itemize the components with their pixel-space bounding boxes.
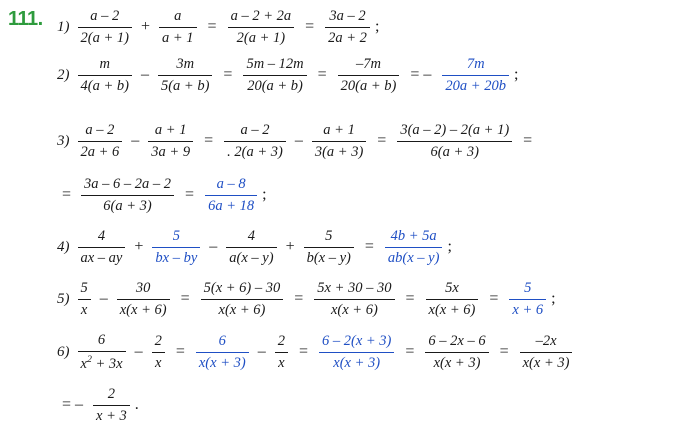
fraction-bar [442, 75, 509, 76]
operator: – [134, 343, 143, 361]
punctuation: ; [551, 290, 556, 308]
fraction-denominator: 3a + 9 [151, 143, 191, 160]
fraction-bar [314, 299, 394, 300]
operator: – [257, 343, 266, 361]
fraction-denominator: 2(a + 1) [80, 29, 129, 46]
equation-row [57, 332, 574, 372]
fraction-denominator: x + 6 [512, 301, 544, 318]
equals-sign: = [405, 343, 415, 361]
fraction-denominator: 4(a + b) [80, 77, 129, 94]
fraction-bar [304, 247, 354, 248]
fraction-denominator: ax – ay [80, 249, 123, 266]
fraction-bar [93, 405, 130, 406]
fraction-denominator: x(x + 6) [119, 301, 167, 318]
equals-sign: = [294, 290, 304, 308]
equation-row [57, 228, 452, 266]
fraction-numerator: 30 [135, 280, 151, 296]
operator: – [99, 290, 108, 308]
fraction-denominator: 3(a + 3) [314, 143, 364, 160]
fraction-bar [325, 27, 370, 28]
fraction-numerator: 2 [107, 386, 116, 402]
item-label: 1) [57, 18, 70, 35]
fraction-numerator: 5m – 12m [246, 56, 304, 72]
fraction-numerator: –7m [356, 56, 382, 72]
fraction-bar [243, 75, 306, 76]
equals-sign: = [204, 132, 214, 150]
equation-row [57, 8, 379, 46]
fraction [243, 56, 306, 94]
fraction-numerator: 5x [445, 280, 459, 296]
fraction-denominator: x(x + 6) [330, 301, 378, 318]
fraction-bar [78, 351, 126, 352]
fraction [385, 228, 443, 266]
fraction-bar [78, 75, 132, 76]
fraction-denominator: x(x + 3) [333, 354, 381, 371]
fraction-denominator: 2a + 6 [80, 143, 120, 160]
fraction [304, 228, 354, 266]
fraction [93, 386, 130, 424]
equals-sign: = [298, 343, 308, 361]
fraction [196, 333, 249, 371]
fraction-denominator: x(x + 6) [218, 301, 266, 318]
fraction-bar [509, 299, 546, 300]
equals-sign: = [499, 343, 509, 361]
punctuation: . [134, 396, 139, 414]
fraction-denominator: x(x + 3) [433, 354, 481, 371]
fraction-bar [78, 299, 91, 300]
fraction-denominator: bx – by [155, 249, 198, 266]
fraction-bar [312, 141, 366, 142]
fraction-denominator: x [278, 354, 285, 371]
fraction-numerator: –2x [535, 332, 557, 349]
fraction-denominator: 6a + 18 [208, 197, 255, 214]
item-label: 4) [57, 238, 70, 255]
fraction [520, 333, 573, 371]
fraction [397, 122, 512, 160]
fraction-denominator: b(x – y) [306, 249, 351, 266]
fraction-numerator: 2 [277, 332, 285, 349]
fraction [205, 176, 257, 214]
operator: – [294, 132, 303, 150]
fraction-denominator: x [155, 354, 162, 371]
fraction-numerator: 7m [466, 56, 485, 72]
fraction-numerator: 5 [325, 228, 333, 244]
equation-row [57, 56, 518, 94]
fraction [78, 56, 132, 94]
fraction [442, 56, 509, 94]
fraction-denominator: $x^2 + 3x$ [80, 353, 123, 372]
fraction [319, 333, 394, 371]
equals-sign: = [180, 290, 190, 308]
fraction-bar [425, 352, 488, 353]
fraction-numerator: a – 8 [216, 176, 246, 192]
fraction-bar [81, 195, 174, 196]
fraction-numerator: a – 2 [240, 122, 270, 138]
fraction-denominator: x(x + 3) [198, 354, 246, 371]
equals-sign: = – [410, 66, 432, 84]
operator: – [140, 66, 149, 84]
fraction [117, 280, 170, 318]
fraction [228, 8, 295, 46]
fraction [509, 280, 546, 318]
fraction-numerator: 4 [97, 228, 106, 244]
fraction [152, 333, 165, 371]
fraction [152, 228, 200, 266]
item-label: 6) [57, 343, 70, 360]
operator: + [134, 238, 144, 256]
fraction-bar [426, 299, 479, 300]
fraction [312, 122, 366, 160]
fraction-bar [78, 141, 123, 142]
fraction-denominator: 5(a + b) [160, 77, 210, 94]
fraction-denominator: 20(a + b) [247, 77, 303, 94]
punctuation: ; [374, 18, 380, 36]
fraction-numerator: a + 1 [323, 122, 355, 138]
operator: + [285, 238, 295, 256]
operator: + [140, 18, 150, 36]
fraction-bar [201, 299, 284, 300]
fraction [81, 176, 174, 214]
equals-sign: = [175, 343, 185, 361]
fraction-bar [78, 27, 132, 28]
equals-sign: = [305, 18, 315, 36]
fraction-numerator: 6 – 2x – 6 [428, 332, 486, 349]
equals-sign: = [523, 132, 533, 150]
fraction [425, 333, 488, 371]
fraction-numerator: 5x + 30 – 30 [317, 280, 392, 296]
operator: – [209, 238, 218, 256]
punctuation: ; [513, 66, 519, 84]
equals-sign: = [185, 186, 195, 204]
fraction [275, 333, 288, 371]
fraction-numerator: 4b + 5a [390, 228, 437, 244]
fraction-numerator: 5 [172, 228, 180, 244]
fraction-denominator: 6(a + 3) [430, 143, 479, 160]
fraction-numerator: a – 2 [90, 8, 120, 24]
fraction-bar [196, 352, 249, 353]
fraction-numerator: 3a – 2 [329, 8, 366, 24]
fraction-denominator: 20a + 20b [445, 77, 506, 94]
fraction [325, 8, 370, 46]
fraction-bar [520, 352, 573, 353]
fraction-numerator: 6 – 2(x + 3) [321, 332, 392, 349]
fraction [159, 8, 197, 46]
fraction [314, 280, 394, 318]
fraction-bar [148, 141, 193, 142]
fraction-denominator: x + 3 [96, 407, 127, 424]
fraction [78, 332, 126, 372]
fraction-denominator: a(x – y) [229, 249, 274, 266]
fraction-numerator: a [174, 8, 182, 24]
fraction-numerator: 6 [218, 332, 226, 349]
equation-row [57, 122, 541, 160]
fraction-bar [78, 247, 126, 248]
fraction [78, 8, 132, 46]
fraction-bar [117, 299, 170, 300]
punctuation: ; [262, 186, 267, 204]
fraction [426, 280, 479, 318]
fraction-denominator: 6(a + 3) [103, 197, 152, 214]
fraction-numerator: a – 2 [85, 122, 115, 138]
fraction-bar [397, 141, 512, 142]
punctuation: ; [447, 238, 452, 256]
fraction-numerator: 5(x + 6) – 30 [203, 280, 281, 296]
fraction-numerator: 4 [247, 228, 256, 244]
fraction-numerator: 3a – 6 – 2a – 2 [84, 176, 172, 192]
fraction-bar [159, 27, 197, 28]
fraction-numerator: 3m [176, 56, 195, 72]
continuation-equals: = – [62, 396, 84, 414]
fraction-numerator: m [99, 56, 110, 72]
item-label: 5) [57, 290, 70, 307]
fraction [224, 122, 286, 160]
fraction-denominator: . 2(a + 3) [227, 143, 283, 160]
fraction-bar [385, 247, 443, 248]
equals-sign: = [489, 290, 499, 308]
fraction-numerator: 5 [524, 280, 532, 296]
fraction [226, 228, 276, 266]
equation-row [62, 176, 267, 214]
fraction-denominator: 2a + 2 [328, 29, 367, 46]
fraction-bar [158, 75, 212, 76]
fraction [78, 280, 91, 318]
exercise-number: 111. [8, 8, 43, 30]
fraction-denominator: x [80, 301, 88, 318]
fraction-denominator: 20(a + b) [340, 77, 397, 94]
fraction-numerator: 2 [154, 332, 162, 349]
fraction-denominator: 2(a + 1) [236, 29, 286, 46]
fraction [201, 280, 284, 318]
fraction-bar [205, 195, 257, 196]
fraction-numerator: a – 2 + 2a [230, 8, 292, 24]
equals-sign: = [364, 238, 374, 256]
fraction-bar [228, 27, 295, 28]
operator: – [131, 132, 140, 150]
fraction-bar [338, 75, 400, 76]
fraction-numerator: 5 [80, 280, 88, 296]
fraction [78, 228, 126, 266]
fraction-numerator: 3(a – 2) – 2(a + 1) [400, 122, 510, 138]
continuation-equals: = [62, 186, 72, 204]
equals-sign: = [405, 290, 415, 308]
fraction-denominator: x(x + 3) [522, 354, 570, 371]
fraction [338, 56, 400, 94]
equation-row [62, 386, 139, 424]
fraction-bar [226, 247, 276, 248]
item-label: 2) [57, 66, 70, 83]
fraction-denominator: ab(x – y) [387, 249, 440, 266]
fraction-bar [152, 352, 165, 353]
fraction-bar [275, 352, 288, 353]
fraction [148, 122, 193, 160]
equals-sign: = [207, 18, 217, 36]
fraction-denominator: x(x + 6) [428, 301, 476, 318]
equals-sign: = [377, 132, 387, 150]
fraction [78, 122, 123, 160]
item-label: 3) [57, 132, 70, 149]
fraction-bar [319, 352, 394, 353]
fraction-bar [152, 247, 200, 248]
fraction-numerator: 6 [97, 332, 106, 348]
equals-sign: = [317, 66, 327, 84]
fraction-denominator: a + 1 [161, 29, 194, 46]
equals-sign: = [223, 66, 233, 84]
equation-row [57, 280, 556, 318]
fraction-bar [224, 141, 286, 142]
fraction [158, 56, 212, 94]
fraction-numerator: a + 1 [154, 122, 187, 138]
